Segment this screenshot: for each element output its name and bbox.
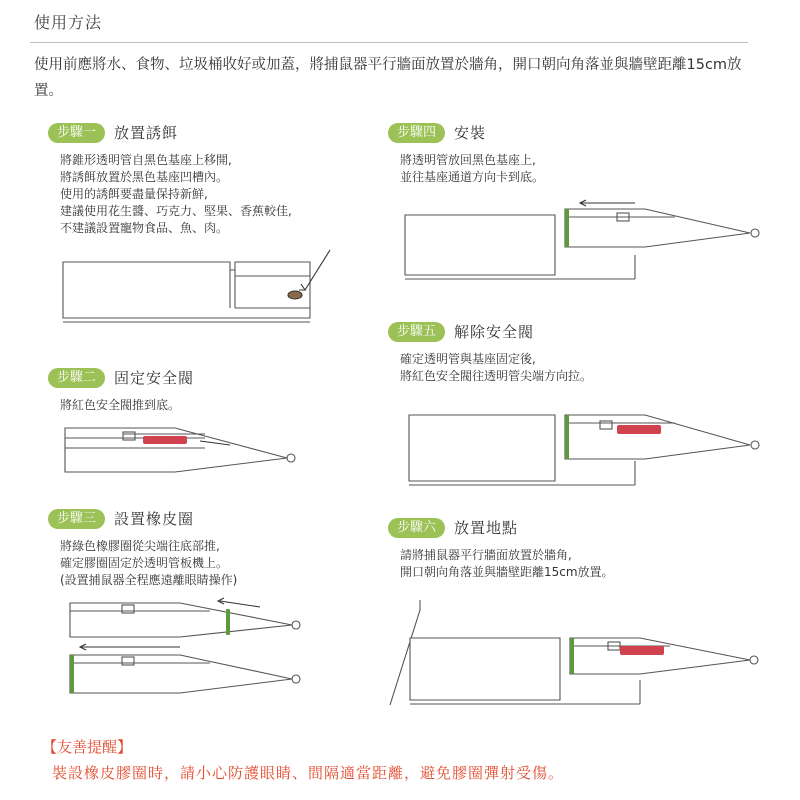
page-title: 使用方法	[34, 13, 103, 32]
step-4-badge: 步驟四	[388, 123, 445, 143]
step-2	[48, 367, 388, 414]
rubber-ring	[570, 638, 574, 674]
rubber-ring	[565, 415, 569, 459]
step-6-desc: 請將捕鼠器平行牆面放置於牆角, 開口朝向角落並與牆壁距離15cm放置。	[400, 548, 614, 579]
trap-release-illustration	[395, 405, 765, 490]
step-2-desc: 將紅色安全閥推到底。	[60, 398, 181, 412]
step-4-desc: 將透明管放回黑色基座上, 並往基座通道方向卡到底。	[400, 153, 545, 184]
rubber-ring	[565, 209, 569, 247]
trap-tube-illustration	[55, 420, 305, 480]
step-6-title: 放置地點	[454, 519, 519, 537]
warning-text: 裝設橡皮膠圈時，請小心防護眼睛、間隔適當距離，避免膠圈彈射受傷。	[52, 764, 565, 782]
step-1-title: 放置誘餌	[114, 124, 179, 142]
rubber-ring-illustration	[60, 595, 310, 705]
step-1	[48, 122, 388, 237]
step-6	[388, 517, 748, 581]
step-4	[388, 122, 748, 186]
trap-assembled-illustration	[395, 195, 765, 285]
wall-corner-illustration	[380, 600, 770, 710]
step-2-badge: 步驟二	[48, 368, 105, 388]
rubber-ring	[70, 655, 74, 693]
rubber-ring	[226, 609, 230, 635]
step-1-badge: 步驟一	[48, 123, 105, 143]
title-divider	[30, 42, 748, 43]
step-3-title: 設置橡皮圈	[114, 510, 195, 528]
step-3-desc: 將綠色橡膠圈從尖端往底部推, 確定膠圈固定於透明管板機上。 (設置捕鼠器全程應遠離眼睛操作)	[60, 539, 238, 587]
trap-base-illustration	[55, 240, 335, 340]
step-5-title: 解除安全閥	[454, 323, 535, 341]
step-1-desc: 將錐形透明管自黑色基座上移開, 將誘餌放置於黑色基座凹槽內。 使用的誘餌要盡量保持新鮮, 建議使用花生醬、巧克力、堅果、香蕉較佳, 不建議設置寵物食品、魚、肉。	[60, 153, 292, 235]
step-5-desc: 確定透明管與基座固定後, 將紅色安全閥往透明管尖端方向拉。	[400, 352, 593, 383]
safety-valve	[617, 425, 661, 434]
warning-title: 【友善提醒】	[42, 738, 133, 756]
safety-valve	[143, 436, 187, 444]
intro-text: 使用前應將水、食物、垃圾桶收好或加蓋，將捕鼠器平行牆面放置於牆角，開口朝向角落並與牆壁距離15cm放置。	[34, 57, 742, 99]
safety-valve	[620, 646, 664, 655]
step-6-badge: 步驟六	[388, 518, 445, 538]
step-3	[48, 508, 388, 589]
step-2-title: 固定安全閥	[114, 369, 195, 387]
step-5	[388, 321, 748, 385]
step-5-badge: 步驟五	[388, 322, 445, 342]
step-4-title: 安裝	[454, 124, 487, 142]
step-3-badge: 步驟三	[48, 509, 105, 529]
